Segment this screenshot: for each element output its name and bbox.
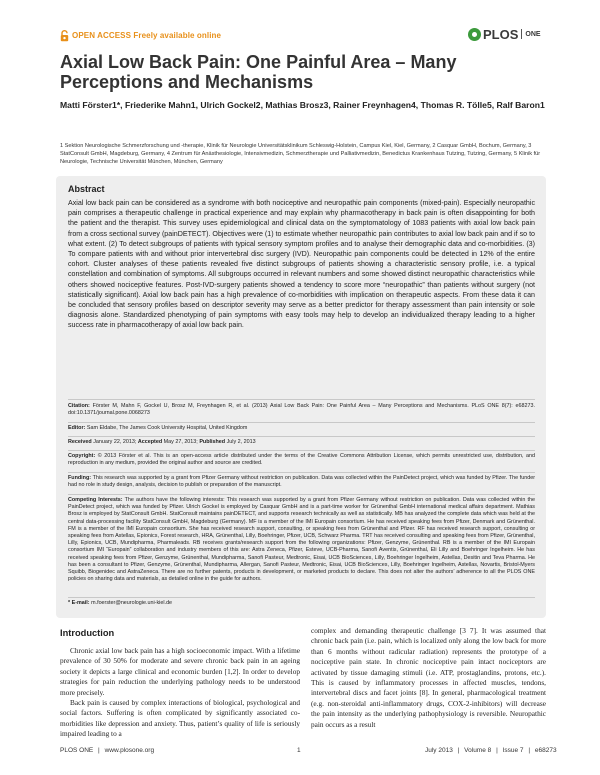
article-title: Axial Low Back Pain: One Painful Area – Many Perceptions and Mechanisms bbox=[60, 52, 457, 92]
plos-logo-icon bbox=[468, 28, 481, 41]
divider bbox=[68, 472, 535, 473]
open-access-banner bbox=[72, 31, 221, 40]
published-label: Published bbox=[199, 439, 226, 445]
footer-separator: | bbox=[496, 747, 498, 754]
email-block bbox=[68, 600, 535, 607]
intro-paragraph: Back pain is caused by complex interactions of biological, psychological and social factors. Suffering is often complicated by significantly associated co-morbidities like depression and anxiety. Thus, patient’s quality of life is seriously impaired leading to a bbox=[60, 698, 300, 739]
email-label: * E-mail: bbox=[68, 600, 90, 606]
footer-url[interactable]: www.plosone.org bbox=[104, 747, 155, 754]
email-link[interactable]: m.foerster@neurologie.uni-kiel.de bbox=[91, 600, 173, 606]
citation-block bbox=[68, 403, 535, 417]
copyright-label: Copyright: bbox=[68, 453, 96, 459]
editor-block bbox=[68, 425, 535, 432]
accepted-label: Accepted bbox=[137, 439, 163, 445]
intro-paragraph: Chronic axial low back pain has a high socioeconomic impact. With a lifetime prevalence of 30 50% for moderate and severe chronic back pain in an ageing society it depicts a large clinical and economic burden [1,2]. In order to develop strategies for pain reduction the underlying pathology needs to be understood more precisely. bbox=[60, 646, 300, 697]
footer-date: July 2013 bbox=[425, 747, 453, 754]
copyright-text: © 2013 Förster et al. This is an open-access article distributed under the terms of the Creative Commons Attribution License, which permits unrestricted use, distribution, and reproduction in any medium, provided the original author and source are credited. bbox=[68, 453, 535, 467]
editor-label: Editor: bbox=[68, 425, 86, 431]
introduction-column-2 bbox=[311, 626, 546, 730]
introduction-heading: Introduction bbox=[60, 628, 115, 638]
footer-volume: Volume 8 bbox=[464, 747, 492, 754]
open-access-label: ACCESS bbox=[97, 31, 132, 40]
author-list: Matti Förster1*, Friederike Mahn1, Ulrich Gockel2, Mathias Brosz3, Rainer Freynhagen4, Thomas R. Tölle5, Ralf Baron1 bbox=[60, 100, 545, 110]
freely-available-text: Freely available online bbox=[133, 31, 222, 40]
funding-block bbox=[68, 475, 535, 489]
footer-separator: | bbox=[528, 747, 531, 754]
footer-separator: | bbox=[98, 747, 100, 754]
published-date: July 2, 2013 bbox=[226, 439, 256, 445]
editor-text: Sam Eldabe, The James Cook University Hospital, United Kingdom bbox=[86, 425, 248, 431]
funding-text: This research was supported by a grant from Pfizer Germany without restriction on publication. Data was collected within the PainDetect project, which was funded by Pfizer. The funder had no role in study design, analysis, decision to publish or preparation of the manuscript. bbox=[68, 475, 536, 489]
copyright-block bbox=[68, 453, 535, 467]
accepted-date: May 27, 2013; bbox=[163, 439, 198, 445]
open-access-lock-icon bbox=[60, 29, 69, 41]
plos-one-logo[interactable] bbox=[468, 26, 541, 42]
divider bbox=[68, 436, 535, 437]
received-date: January 22, 2013; bbox=[93, 439, 137, 445]
footer-article-id: e68273 bbox=[534, 747, 557, 754]
page-number: 1 bbox=[297, 747, 301, 754]
logo-divider bbox=[521, 29, 522, 39]
footer-issue: Issue 7 bbox=[502, 747, 524, 754]
affiliations: 1 Sektion Neurologische Schmerzforschung und -therapie, Klinik für Neurologie Universitätsklinikum Schleswig-Holstein, Campus Kiel, Kiel, Germany, 2 Casquar GmbH, Bochum, Germany, 3 StatConsult GmbH, Magdeburg, Germany, 4 Zentrum für Anästhesiologie, Intensivmedizin, Schmerztherapie und Palliativmedizin, Benedictus Krankenhaus Tutzing, Tutzing, Germany, 5 Klinik für Neurologie, Technische Universität München, München, Germany bbox=[60, 143, 541, 165]
competing-label: Competing Interests: bbox=[68, 497, 123, 503]
citation-text: Förster M, Mahn F, Gockel U, Brosz M, Freynhagen R, et al. (2013) Axial Low Back Pain: One Painful Area – Many Perceptions and Mechanisms. PLoS ONE 8(7): e68273. doi:10.1371/journal.pone.0068273 bbox=[68, 403, 535, 417]
divider bbox=[68, 597, 535, 598]
funding-label: Funding: bbox=[68, 475, 92, 481]
plos-logo-suffix: ONE bbox=[525, 30, 541, 38]
plos-logo-name: PLOS bbox=[483, 26, 519, 42]
footer-journal-name: PLOS ONE bbox=[60, 747, 94, 754]
dates-block bbox=[68, 439, 535, 446]
abstract-text: Axial low back pain can be considered as a syndrome with both nociceptive and neuropathic pain components (mixed-pain). Especially neuropathic pain comprises a therapeutic challenge in practical experience and may explain why pharmacotherapy in back pain is often disappointing for both the patient and the therapist. This survey uses epidemiological and clinical data on the symptomatology of 1083 patients with axial low back pain from a cross sectional survey (painDETECT). Objectives were (1) to estimate whether neuropathic pain contributes to axial low back pain and if so to what extent. (2) To detect subgroups of patients with typical sensory symptom profiles and to analyse their demographic data and co-morbidities. (3) To compare patients with and without prior intervertebral disc surgery (IVD). Neuropathic pain components could be detected in 12% of the entire cohort. Cluster analyses of these patients revealed five distinct subgroups of patients showing a characteristic sensory profile, i.e. a typical constellation and combination of symptoms. All subgroups occurred in relevant numbers and some showed distinct neuropathic characteristics while others showed nociceptive features. Post-IVD-surgery patients showed a tendency to score more “neuropathic” than patients without surgery (not statistically significant). Axial low back pain has a high prevalence of co-morbidities with implication on therapeutic aspects. From these data it can be concluded that sensory profiles based on descriptor severity may serve as a better predictor for therapy assessment than pain intensity or sole diagnosis alone. Standardized phenotyping of pain symptoms with easy tools may help to develop an individualized therapy leading to a higher success rate in pharmacotherapy of axial low back pain. bbox=[68, 199, 535, 330]
citation-label: Citation: bbox=[68, 403, 90, 409]
received-label: Received bbox=[68, 439, 92, 445]
intro-paragraph-continued: complex and demanding therapeutic challenge [3 7]. It was assumed that chronic back pain (i.e. pain, which is localized only along the low back for more than 6 months without radicular radiation) represents the prototype of a nociceptive pain state. In chronic nociceptive pain intact nociceptors are activated by tissue damaging stimuli (i.e. ATP, prostaglandins, protons, etc.). This is caused by inflammatory processes in affected muscles, tendons, intervertebral discs and facet joints [8]. In general, pharmacological treatment (e.g. non-steroidal anti-inflammatory drugs, COX-2-inhibitors) will decrease the pain intensity as the underlying pathophysiology is reversible. Neuropathic pain occurs as a result bbox=[311, 626, 546, 729]
footer-separator: | bbox=[457, 747, 460, 754]
divider bbox=[68, 399, 535, 400]
divider bbox=[68, 494, 535, 495]
footer-issue-info bbox=[425, 747, 557, 754]
footer-journal bbox=[60, 747, 154, 754]
introduction-column-1 bbox=[60, 646, 300, 740]
divider bbox=[68, 450, 535, 451]
competing-text: The authors have the following interests: This research was supported by a grant from Pfizer Germany without restriction on publication. Data was collected within the PainDetect project, which was funded by Pfizer. Ulrich Gockel is employed by Casquar GmbH and is a part-time worker for Grünenthal GmbH international medical affairs department. Mathias Brosz is employed by StatConsult GmbH. StatConsult maintains painDETECT, and supports research technically as well as statistically. MB has analyzed the complete data which was held at the central data-processing facility StatConsult GmbH, Magdeburg (Germany). MF is a member of the IMI Europain consortium. He has received speaking fees from Pfizer, Denmark and Grünenthal. FM is a member of the IMI Europain consortium. She has received research support, consulting, or speaking fees from Grünenthal and Pfizer. RF has received research support, consulting or speaking fees from Astellas, Epionics, Forest research, HRA, Grünenthal, Lilly, Boehringer, Pfizer, UCB, Schwarz Pharma. TRT has received consulting and speaking fees from Pfizer, Grünenthal, Lilly, Epionics, UCB, Mundipharma, Pharmaleads. RB receives grants/research support from the following organizations: Pfizer, Genzyme, Grünenthal. RB is a member of the IMI Europain consortium IMI “Europain” collaboration and industry members of this are: Astra Zeneca, Pfizer, Esteve, UCB-Pharma, Sanofi Aventis, Grünenthal, Eli Lilly and Boehringer Ingelheim. He has received speaking fees from Pfizer, Genzyme, Grünenthal, Mundipharma, Sanofi Pasteur, Medtronic, Eisai, UCB BioSciences, Lilly, Boehringer Ingelheim, Astellas, Desitin and Teva Pharma. He has been a consultant to Pfizer, Genzyme, Grünenthal, Mundipharma, Allergan, Sanofi Pasteur, Medtronic, Eisai, UCB BioSciences, Lilly, Boehringer Ingelheim, Astellas, Novartis, Bristol-Myers Squibb, Biogenidec and AstraZeneca. There are no further patents, products in development, or marketed products to declare. This does not alter the authors’ adherence to all the PLOS ONE policies on sharing data and materials, as detailed online in the guide for authors. bbox=[68, 497, 535, 583]
divider bbox=[68, 422, 535, 423]
competing-interests-block bbox=[68, 497, 535, 583]
abstract-heading: Abstract bbox=[68, 184, 105, 194]
open-access-word: OPEN bbox=[72, 31, 96, 40]
